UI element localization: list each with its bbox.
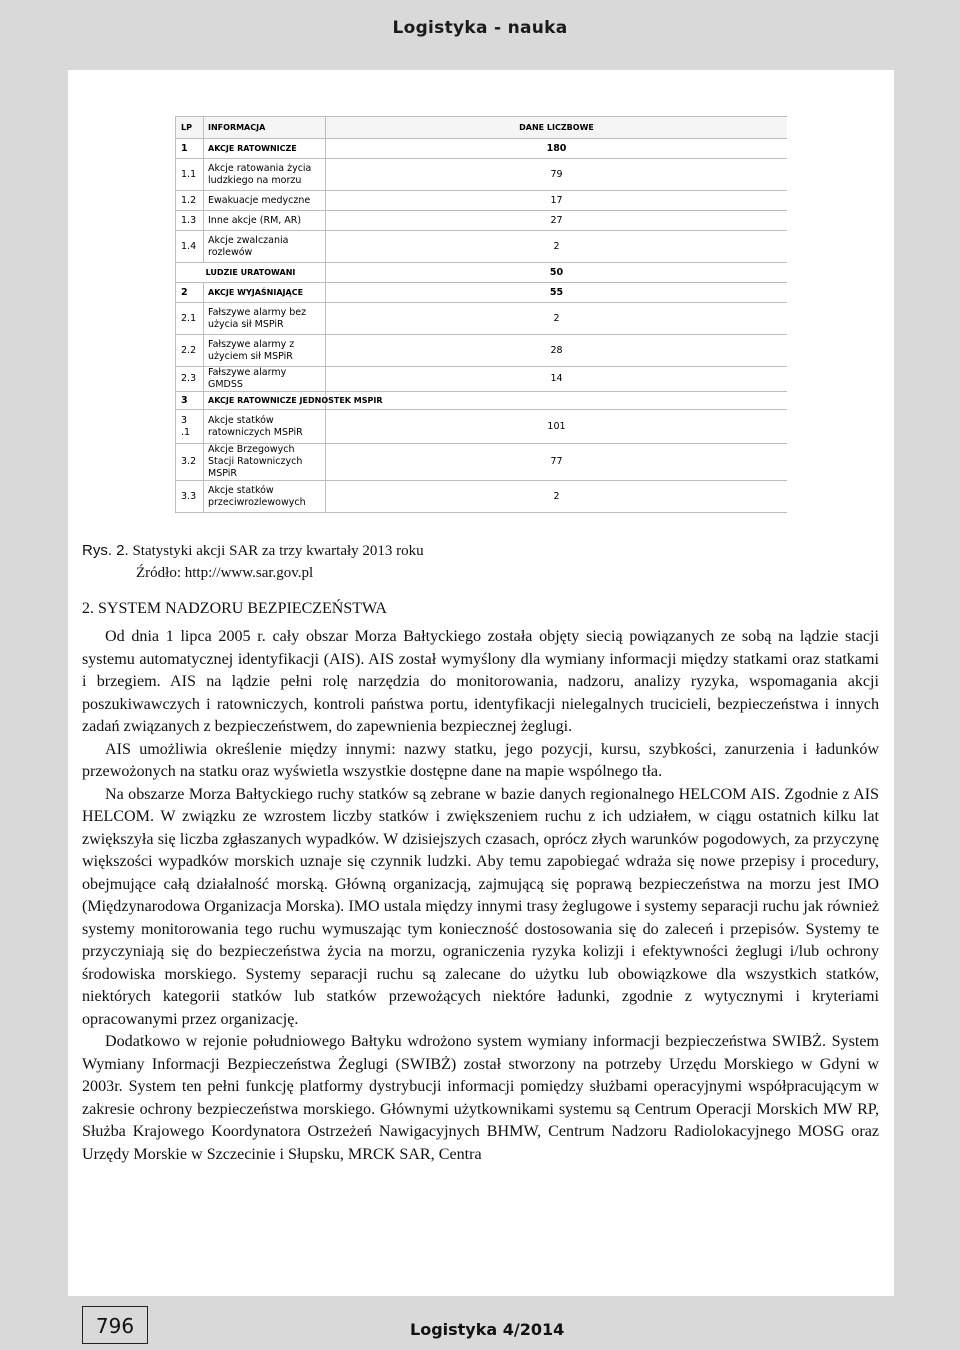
cell-value: 180 — [326, 139, 788, 159]
cell-lp: 2 — [176, 283, 204, 303]
cell-info: Ewakuacje medyczne — [204, 191, 326, 211]
paragraph: Od dnia 1 lipca 2005 r. cały obszar Morza Bałtyckiego została objęty siecią powiązanych ze sobą na lądzie stacji systemu automatycznej identyfikacji (AIS). AIS został wymyślony dla wymiany informacji między statkami oraz statkami i brzegiem. AIS na lądzie pełni rolę narzędzia do monitorowania, nadzoru, analizy ryzyka, wspomagania akcji poszukiwawczych i ratowniczych, kontroli państwa portu, identyfikacji nielegalnych trucicieli, bezpieczeństwa i innych zadań związanych z bezpieczeństwem, do zapewnienia bezpiecznej żeglugi. — [82, 628, 879, 735]
header-info: INFORMACJA — [204, 117, 326, 139]
cell-info: Fałszywe alarmy GMDSS — [204, 367, 326, 392]
sar-statistics-figure — [175, 116, 787, 518]
header-lp: LP — [176, 117, 204, 139]
cell-info: Fałszywe alarmy bez użycia sił MSPiR — [204, 303, 326, 335]
table-row — [176, 231, 788, 263]
article-body — [82, 626, 879, 1166]
cell-value: 55 — [326, 283, 788, 303]
table-row — [176, 444, 788, 481]
cell-info: Akcje Brzegowych Stacji Ratowniczych MSPiR — [204, 444, 326, 481]
table-row — [176, 410, 788, 444]
cell-info: Akcje statków przeciwrozlewowych — [204, 481, 326, 513]
paragraph: AIS umożliwia określenie między innymi: nazwy statku, jego pozycji, kursu, szybkości, zanurzenia i ładunków przewożonych na statku oraz wyświetla wszystkie dostępne dane na mapie wspólnego tła. — [82, 740, 879, 780]
cell-info: AKCJE WYJAŚNIAJĄCE — [204, 283, 326, 303]
cell-lp: 2.3 — [176, 367, 204, 392]
cell-lp: 1.3 — [176, 211, 204, 231]
table-row — [176, 283, 788, 303]
cell-lp: 3.2 — [176, 444, 204, 481]
page-content — [68, 70, 894, 1296]
caption-source: Źródło: http://www.sar.gov.pl — [136, 565, 314, 581]
cell-lp: 1 — [176, 139, 204, 159]
table-header-row — [176, 117, 788, 139]
figure-caption — [82, 540, 424, 584]
cell-value: 2 — [326, 303, 788, 335]
cell-value: 101 — [326, 410, 788, 444]
cell-value: 2 — [326, 231, 788, 263]
cell-info: Akcje statków ratowniczych MSPiR — [204, 410, 326, 444]
cell-value: 17 — [326, 191, 788, 211]
sar-statistics-table — [175, 116, 787, 513]
cell-value: 27 — [326, 211, 788, 231]
cell-info: Fałszywe alarmy z użyciem sił MSPiR — [204, 335, 326, 367]
table-row — [176, 139, 788, 159]
cell-info: AKCJE RATOWNICZE JEDNOSTEK MSPIR — [204, 392, 326, 410]
cell-value: 2 — [326, 481, 788, 513]
cell-lp: 2.1 — [176, 303, 204, 335]
caption-text: Statystyki akcji SAR za trzy kwartały 2013 roku — [128, 543, 424, 559]
cell-lp: 2.2 — [176, 335, 204, 367]
cell-lp: 1.4 — [176, 231, 204, 263]
cell-info: Inne akcje (RM, AR) — [204, 211, 326, 231]
running-header: Logistyka - nauka — [392, 18, 568, 38]
cell-lp: 3 — [176, 392, 204, 410]
page-number: 796 — [82, 1306, 148, 1344]
table-row — [176, 191, 788, 211]
cell-lp: 1.1 — [176, 159, 204, 191]
table-row — [176, 303, 788, 335]
table-row — [176, 481, 788, 513]
table-row — [176, 335, 788, 367]
cell-info: AKCJE RATOWNICZE — [204, 139, 326, 159]
caption-label: Rys. 2. — [82, 542, 129, 559]
header-value: DANE LICZBOWE — [326, 117, 788, 139]
table-row — [176, 263, 788, 283]
cell-lp: 3.3 — [176, 481, 204, 513]
table-row — [176, 159, 788, 191]
cell-info: LUDZIE URATOWANI — [176, 263, 326, 283]
section-heading: 2. SYSTEM NADZORU BEZPIECZEŃSTWA — [82, 600, 387, 617]
cell-value: 50 — [326, 263, 788, 283]
cell-value: 77 — [326, 444, 788, 481]
cell-value: 14 — [326, 367, 788, 392]
table-row — [176, 392, 788, 410]
cell-lp: 3 .1 — [176, 410, 204, 444]
paragraph: Na obszarze Morza Bałtyckiego ruchy statków są zebrane w bazie danych regionalnego HELCOM AIS. Zgodnie z AIS HELCOM. W związku ze wzrostem liczby statków i zwiększeniem ruchu z ich udziałem, w ciągu ostatnich kilku lat zwiększyła się liczba zgłaszanych wypadków. W dzisiejszych czasach, oprócz złych warunków pogodowych, za przyczynę większości wypadków morskich uznaje się czynnik ludzki. Aby temu zapobiegać wdraża się nowe przepisy i procedury, obejmujące całą działalność morską. Główną organizacją, zajmującą się poprawą bezpieczeństwa na morzu jest IMO (Międzynarodowa Organizacja Morska). IMO ustala między innymi trasy żeglugowe i systemy separacji ruchu jak również systemy monitorowania tego ruchu wymuszając tym konieczność dostosowania się do zaleceń i przepisów. Systemy te przyczyniają się do bezpieczeństwa życia na morzu, ograniczenia ryzyka kolizji i efektywności żeglugi i/lub ochrony środowiska morskiego. Systemy separacji ruchu są zalecane do użytku lub obowiązkowe dla wszystkich statków, niektórych kategorii statków lub statków przewożących niektóre ładunki, zgodnie z wytycznymi i kryteriami opracowanymi przez organizację. — [82, 785, 879, 1028]
table-row — [176, 211, 788, 231]
footer-title: Logistyka 4/2014 — [410, 1320, 565, 1339]
cell-value: 28 — [326, 335, 788, 367]
cell-info: Akcje zwalczania rozlewów — [204, 231, 326, 263]
paragraph: Dodatkowo w rejonie południowego Bałtyku wdrożono system wymiany informacji bezpieczeństwa SWIBŻ. System Wymiany Informacji Bezpieczeństwa Żeglugi (SWIBŻ) został stworzony na potrzeby Urzędu Morskiego w Gdyni w 2003r. System ten pełni funkcję platformy dystrybucji informacji pomiędzy służbami operacyjnymi współpracującym w zakresie ochrony bezpieczeństwa morskiego. Głównymi użytkownikami systemu są Centrum Operacji Morskich MW RP, Służba Krajowego Koordynatora Ostrzeżeń Nawigacyjnych BHMW, Centrum Nadzoru Radiolokacyjnego MOSG oraz Urzędy Morskie w Szczecinie i Słupsku, MRCK SAR, Centra — [82, 1033, 879, 1163]
table-row — [176, 367, 788, 392]
cell-value — [326, 392, 788, 410]
cell-value: 79 — [326, 159, 788, 191]
cell-lp: 1.2 — [176, 191, 204, 211]
cell-info: Akcje ratowania życia ludzkiego na morzu — [204, 159, 326, 191]
